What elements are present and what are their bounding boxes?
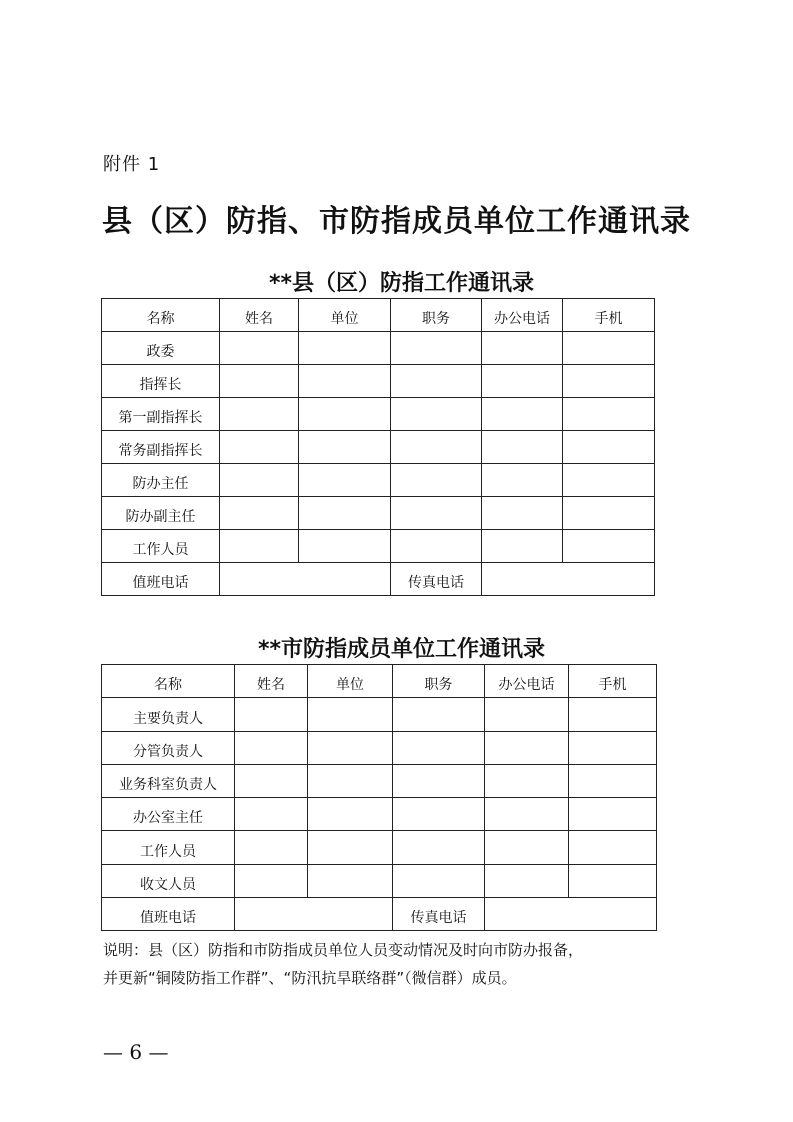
row-label: 防办主任 [102,464,220,497]
empty-cell[interactable] [308,764,393,797]
row-label: 分管负责人 [102,731,235,764]
fax-cell[interactable] [485,898,657,931]
table-row [102,365,655,398]
empty-cell[interactable] [485,864,569,897]
empty-cell[interactable] [563,431,655,464]
empty-cell[interactable] [569,798,657,831]
table1-title: **县（区）防指工作通讯录 [268,271,534,296]
empty-cell[interactable] [393,798,485,831]
row-label: 防办副主任 [102,497,220,530]
empty-cell[interactable] [393,731,485,764]
page-number: — 6 — [103,1040,169,1064]
empty-cell[interactable] [220,464,299,497]
header-cell: 办公电话 [482,299,563,332]
empty-cell[interactable] [220,497,299,530]
row-label: 业务科室负责人 [102,764,235,797]
table-row [102,431,655,464]
table-row [102,530,655,563]
table-row [102,464,655,497]
empty-cell[interactable] [485,731,569,764]
empty-cell[interactable] [308,864,393,897]
empty-cell[interactable] [569,764,657,797]
table-header-row [102,665,657,698]
empty-cell[interactable] [220,332,299,365]
fax-label: 传真电话 [393,898,485,931]
table2-title: **市防指成员单位工作通讯录 [257,637,545,662]
empty-cell[interactable] [482,365,563,398]
city-member-contact-table [101,664,657,931]
table-row [102,764,657,797]
empty-cell[interactable] [485,698,569,731]
empty-cell[interactable] [391,530,482,563]
note-line: 说明：县（区）防指和市防指成员单位人员变动情况及时向市防办报备， [103,941,584,959]
header-cell: 姓名 [235,665,308,698]
table-row [102,864,657,897]
header-cell: 办公电话 [485,665,569,698]
empty-cell[interactable] [220,365,299,398]
empty-cell[interactable] [482,332,563,365]
empty-cell[interactable] [299,332,391,365]
note-paragraph [103,936,663,992]
page-title: 县（区）防指、市防指成员单位工作通讯录 [102,204,691,239]
empty-cell[interactable] [391,398,482,431]
header-cell: 手机 [563,299,655,332]
row-label: 政委 [102,332,220,365]
empty-cell[interactable] [235,831,308,864]
row-label: 收文人员 [102,864,235,897]
empty-cell[interactable] [308,798,393,831]
table-footer-row [102,563,655,596]
empty-cell[interactable] [299,398,391,431]
empty-cell[interactable] [391,332,482,365]
header-cell: 名称 [102,665,235,698]
duty-phone-cell[interactable] [235,898,393,931]
table-footer-row [102,898,657,931]
fax-cell[interactable] [482,563,655,596]
empty-cell[interactable] [391,431,482,464]
empty-cell[interactable] [393,764,485,797]
empty-cell[interactable] [299,464,391,497]
empty-cell[interactable] [235,764,308,797]
table-header-row [102,299,655,332]
empty-cell[interactable] [563,365,655,398]
header-cell: 单位 [299,299,391,332]
attachment-label: 附件 1 [103,154,161,175]
empty-cell[interactable] [569,864,657,897]
empty-cell[interactable] [482,530,563,563]
empty-cell[interactable] [485,831,569,864]
empty-cell[interactable] [393,698,485,731]
header-cell: 职务 [391,299,482,332]
header-cell: 职务 [393,665,485,698]
empty-cell[interactable] [563,464,655,497]
empty-cell[interactable] [393,864,485,897]
empty-cell[interactable] [308,731,393,764]
duty-phone-label: 值班电话 [102,563,220,596]
row-label: 主要负责人 [102,698,235,731]
empty-cell[interactable] [308,698,393,731]
duty-phone-cell[interactable] [220,563,391,596]
empty-cell[interactable] [563,530,655,563]
empty-cell[interactable] [482,497,563,530]
empty-cell[interactable] [391,464,482,497]
empty-cell[interactable] [220,431,299,464]
row-label: 工作人员 [102,530,220,563]
row-label: 常务副指挥长 [102,431,220,464]
empty-cell[interactable] [482,431,563,464]
empty-cell[interactable] [393,831,485,864]
header-cell: 姓名 [220,299,299,332]
county-contact-table [101,298,655,596]
empty-cell[interactable] [299,497,391,530]
table-row [102,398,655,431]
note-line: 并更新“铜陵防指工作群”、“防汛抗旱联络群”（微信群）成员。 [103,969,517,987]
table-row [102,831,657,864]
header-cell: 名称 [102,299,220,332]
empty-cell[interactable] [220,398,299,431]
empty-cell[interactable] [391,497,482,530]
row-label: 办公室主任 [102,798,235,831]
empty-cell[interactable] [569,698,657,731]
header-cell: 手机 [569,665,657,698]
empty-cell[interactable] [563,497,655,530]
empty-cell[interactable] [235,698,308,731]
empty-cell[interactable] [563,332,655,365]
empty-cell[interactable] [569,831,657,864]
table-row [102,731,657,764]
empty-cell[interactable] [299,431,391,464]
empty-cell[interactable] [391,365,482,398]
empty-cell[interactable] [569,731,657,764]
empty-cell[interactable] [482,464,563,497]
header-cell: 单位 [308,665,393,698]
empty-cell[interactable] [235,798,308,831]
table-row [102,698,657,731]
table-row [102,798,657,831]
empty-cell[interactable] [482,398,563,431]
empty-cell[interactable] [235,731,308,764]
table-row [102,497,655,530]
empty-cell[interactable] [485,798,569,831]
table-row [102,332,655,365]
empty-cell[interactable] [485,764,569,797]
empty-cell[interactable] [308,831,393,864]
row-label: 指挥长 [102,365,220,398]
duty-phone-label: 值班电话 [102,898,235,931]
empty-cell[interactable] [299,530,391,563]
fax-label: 传真电话 [391,563,482,596]
empty-cell[interactable] [235,864,308,897]
empty-cell[interactable] [563,398,655,431]
empty-cell[interactable] [220,530,299,563]
empty-cell[interactable] [299,365,391,398]
row-label: 第一副指挥长 [102,398,220,431]
row-label: 工作人员 [102,831,235,864]
